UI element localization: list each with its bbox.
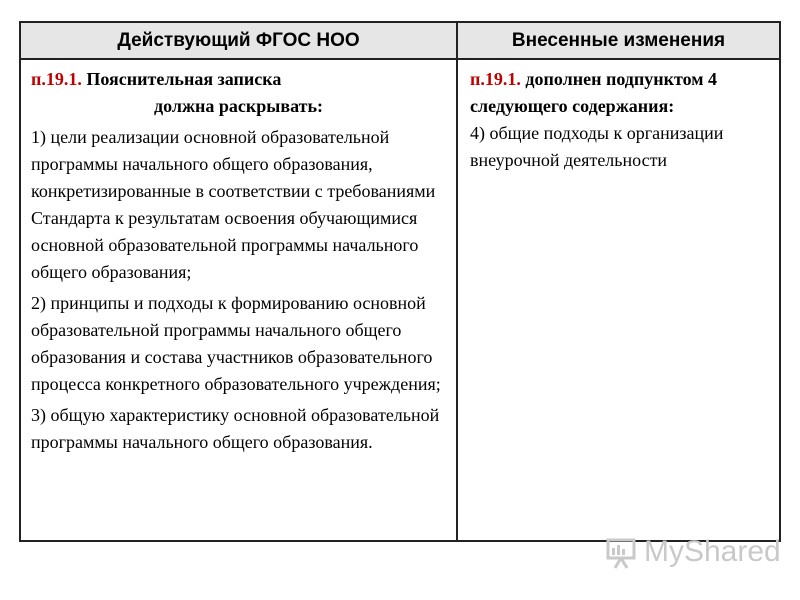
watermark (604, 534, 781, 570)
comparison-table (19, 21, 781, 542)
clause-reference: п.19.1. (470, 69, 521, 89)
section-title: Пояснительная записка (86, 69, 282, 89)
changes-text (470, 66, 769, 120)
header-current-standard: Действующий ФГОС НОО (21, 23, 458, 60)
amendment-note: дополнен подпунктом 4 следующего содержания: (470, 69, 718, 116)
section-subtitle: должна раскрывать: (154, 96, 323, 116)
current-standard-cell (21, 60, 458, 540)
watermark-text: MyShared (644, 535, 781, 568)
header-changes: Внесенные изменения (458, 23, 779, 60)
presentation-board-icon (604, 534, 640, 570)
changes-cell (458, 60, 779, 540)
current-standard-title (31, 66, 446, 93)
list-item: 4) общие подходы к организации внеурочной деятельности (470, 123, 724, 170)
list-item: 2) принципы и подходы к формированию основной образовательной программы начального общего образования и состава участников образовательного процесса конкретного образовательного учреждения; (31, 293, 441, 394)
list-item: 3) общую характеристику основной образовательной программы начального общего образования. (31, 405, 440, 452)
list-item: 1) цели реализации основной образовательной программы начального общего образования, конкретизированные в соответствии с требованиями Стандарта к результатам освоения обучающимися основной образовательной программы начального общего образования; (31, 127, 436, 282)
clause-reference: п.19.1. (31, 69, 82, 89)
